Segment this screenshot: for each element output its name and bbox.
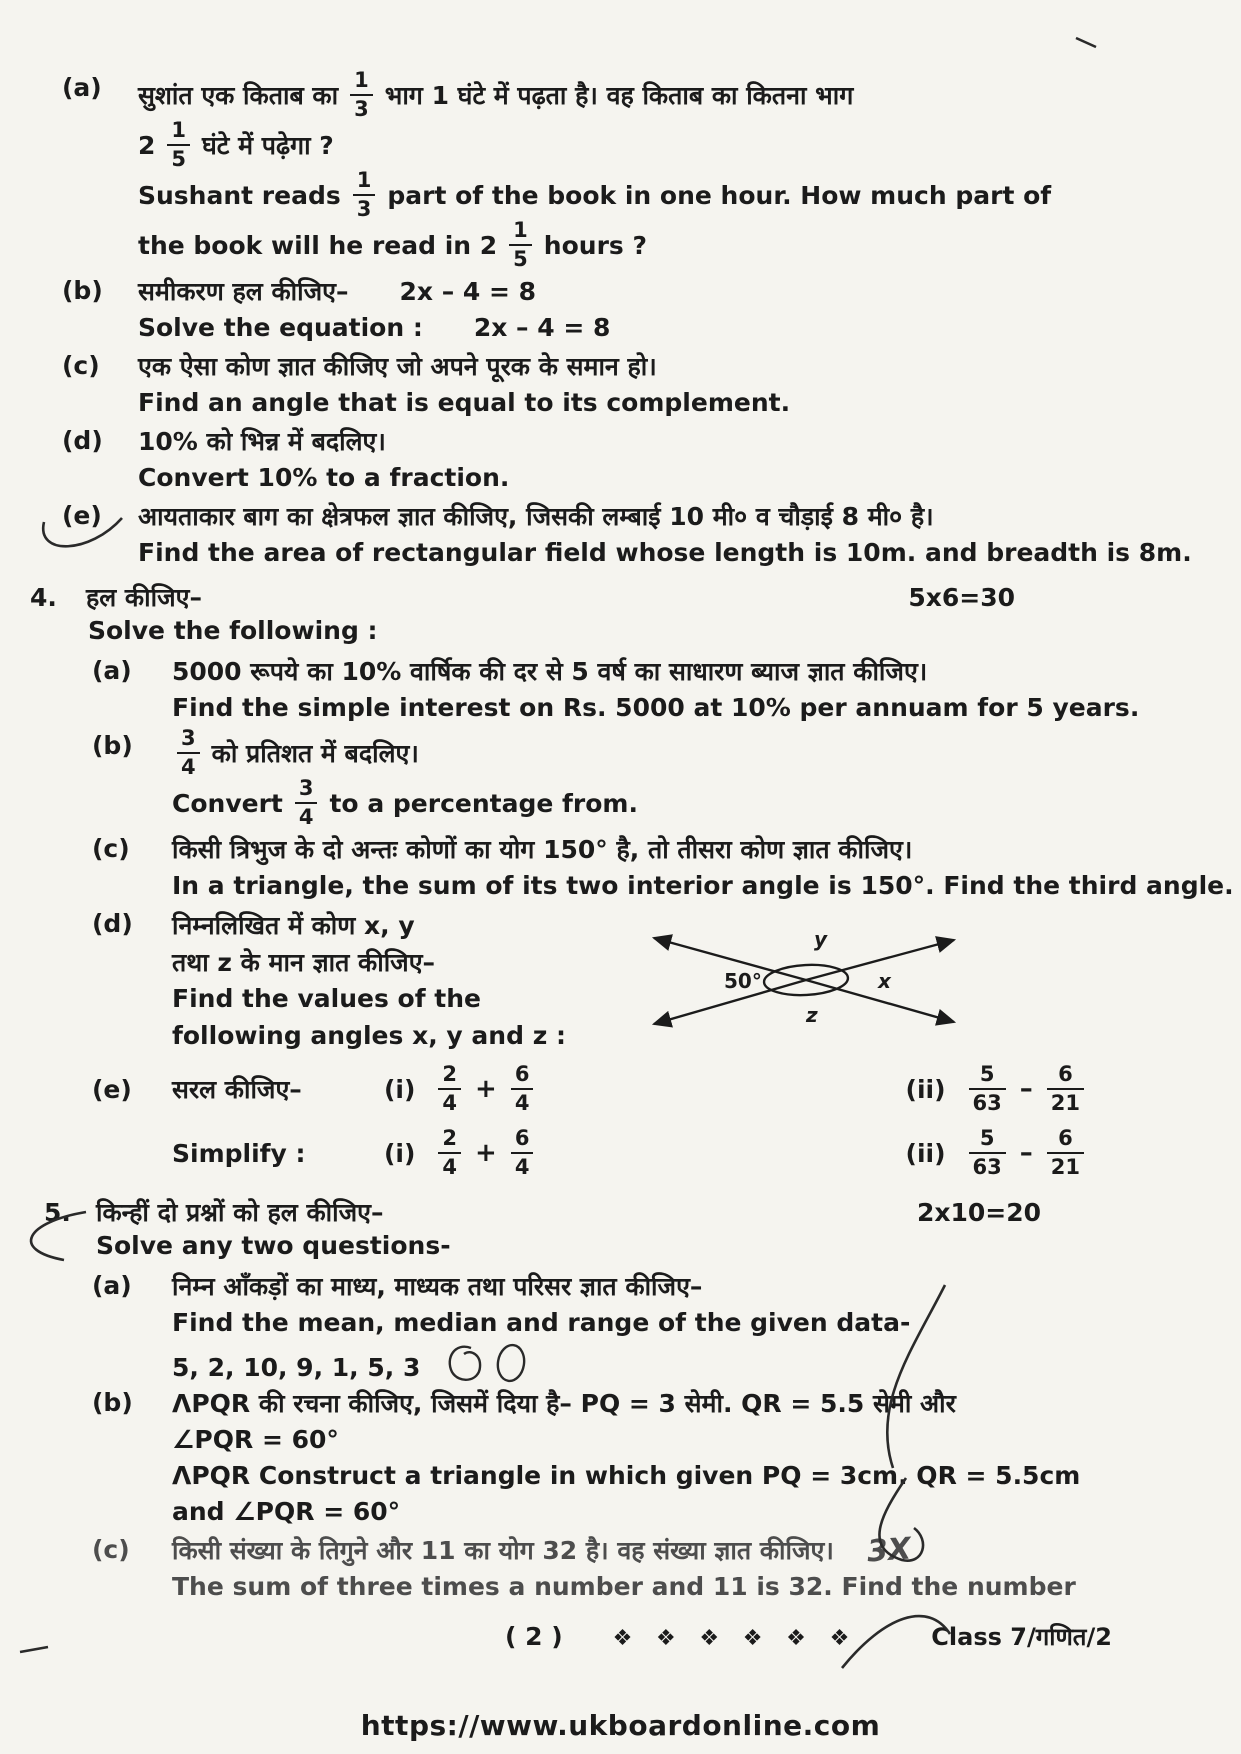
english-line [138, 309, 1241, 345]
q3-item-a [0, 70, 1241, 270]
text-segment: following angles x, y and z : [172, 1021, 566, 1050]
english-line [172, 1017, 610, 1054]
hindi-line [172, 1421, 1241, 1457]
data-values-line [172, 1340, 1241, 1382]
fraction [511, 1128, 534, 1178]
item-label: (a) [92, 656, 132, 685]
q4-item-e-hindi-row [0, 1057, 1241, 1121]
data-values: 5, 2, 10, 9, 1, 5, 3 [172, 1353, 421, 1382]
q4-item-d-text [172, 906, 610, 1054]
fraction-denominator: 63 [969, 1152, 1006, 1178]
hindi-line [138, 348, 1241, 384]
text-segment: निम्नलिखित में कोण x, y [172, 910, 415, 940]
q5-item-b [0, 1385, 1241, 1529]
fraction [969, 1128, 1006, 1178]
fraction-numerator: 6 [514, 1126, 530, 1150]
diagram-angle-label: 50° [724, 969, 762, 993]
item-label-text: (e) [62, 501, 102, 530]
text-segment: to a percentage from. [329, 788, 638, 818]
text-segment: 2 [138, 130, 156, 160]
item-label: (a) [62, 73, 102, 102]
q4-item-d-body [172, 906, 1241, 1054]
handwritten-dash-icon [1076, 38, 1096, 47]
q5-item-c-body [172, 1532, 1241, 1604]
q3-item-a-body [138, 70, 1241, 270]
minus-operator: – [1019, 1138, 1033, 1168]
text-segment: Convert [172, 788, 283, 818]
fraction-numerator: 6 [1058, 1062, 1073, 1086]
fraction-denominator: 21 [1047, 1088, 1084, 1114]
english-line [172, 689, 1241, 725]
question-5 [0, 1195, 1241, 1604]
fraction-numerator: 6 [1058, 1126, 1073, 1150]
text-segment: hours ? [543, 230, 647, 260]
hindi-line [138, 120, 1241, 170]
diagram-x-label: x [878, 969, 891, 993]
question-number-text: 5. [44, 1198, 71, 1227]
text-segment: part of the book in one hour. How much part of [387, 180, 1052, 210]
class-label: Class 7/गणित/2 [931, 1623, 1112, 1651]
q3-item-e-body [138, 498, 1241, 570]
text-segment: निम्न आँकड़ों का माध्य, माध्यक तथा परिसर ज्ञात कीजिए– [172, 1272, 703, 1301]
text-segment: ∠PQR = 60° [172, 1424, 339, 1454]
hindi-line [138, 423, 1241, 459]
diagram-z-label: z [806, 1003, 818, 1027]
english-line [172, 1457, 1241, 1493]
q4-item-a [0, 653, 1241, 725]
text-segment: Sushant reads [138, 180, 341, 210]
q3-item-c [0, 348, 1241, 420]
page-number: ( 2 ) [505, 1622, 563, 1651]
fraction-numerator: 1 [356, 168, 372, 192]
english-line [172, 980, 610, 1017]
text-segment: किसी संख्या के तिगुने और 11 का योग 32 है। वह संख्या ज्ञात कीजिए। [172, 1536, 834, 1565]
fraction-numerator: 1 [171, 118, 187, 142]
handwritten-mark-icon [20, 502, 132, 564]
text-segment: घंटे में पढ़ेगा ? [202, 131, 334, 160]
fraction-numerator: 1 [354, 68, 369, 92]
q3-item-b [0, 273, 1241, 345]
fraction [438, 1064, 461, 1114]
text-segment: The sum of three times a number and 11 is 32. Find the number [172, 1571, 1076, 1601]
english-line [172, 778, 1241, 828]
text-segment: सुशांत एक किताब का [138, 81, 339, 110]
item-label: (b) [92, 731, 133, 760]
fraction-numerator: 6 [514, 1062, 530, 1086]
item-label: (d) [92, 909, 133, 938]
text-segment: Find the simple interest on Rs. 5000 at 10% per annuam for 5 years. [172, 692, 1140, 722]
fraction [350, 70, 373, 120]
fraction-numerator: 3 [298, 776, 314, 800]
english-line [138, 170, 1241, 220]
fraction [353, 170, 376, 220]
english-line [172, 867, 1241, 903]
question-4 [0, 580, 1241, 1185]
text-segment: 5000 रूपये का 10% वार्षिक की दर से 5 वर्ष का साधारण ब्याज ज्ञात कीजिए। [172, 657, 928, 686]
sub-item-label: (i) [384, 1138, 416, 1168]
fraction [1047, 1064, 1084, 1114]
fraction-denominator: 4 [511, 1088, 534, 1114]
equation: 2x – 4 = 8 [399, 276, 537, 306]
english-line [138, 534, 1241, 570]
text-segment: Find an angle that is equal to its complement. [138, 387, 791, 417]
text-segment: Solve the equation : [138, 312, 423, 342]
fraction-denominator: 3 [350, 94, 373, 120]
hindi-line [172, 728, 1241, 778]
fraction [295, 778, 318, 828]
fraction-denominator: 4 [438, 1152, 461, 1178]
text-segment: the book will he read in 2 [138, 230, 498, 260]
handwritten-note: 3X [865, 1531, 913, 1569]
sub-item-label: (i) [384, 1074, 416, 1104]
text-segment: भाग 1 घंटे में पढ़ता है। वह किताब का कितना भाग [384, 81, 854, 110]
fraction [167, 120, 190, 170]
hindi-line [138, 498, 1241, 534]
intersecting-lines-diagram [638, 914, 968, 1046]
fraction-numerator: 5 [979, 1126, 995, 1150]
text-segment: Find the area of rectangular field whose length is 10m. and breadth is 8m. [138, 537, 1192, 567]
fraction-denominator: 4 [511, 1152, 534, 1178]
q5-item-b-body [172, 1385, 1241, 1529]
expression-ii [906, 1128, 1089, 1178]
q4-item-e-english-row [0, 1121, 1241, 1185]
simplify-label-english: Simplify : [172, 1138, 306, 1168]
q4-header [0, 580, 1241, 614]
q5-item-a [0, 1268, 1241, 1382]
website-url: https://www.ukboardonline.com [360, 1709, 881, 1742]
item-label: (c) [62, 351, 100, 380]
fraction [177, 728, 200, 778]
expression-ii [906, 1064, 1089, 1114]
item-label: (a) [92, 1271, 132, 1300]
item-label: (d) [62, 426, 103, 455]
q3-item-e [0, 498, 1241, 570]
q4-item-d [0, 906, 1241, 1054]
expression-i [384, 1128, 538, 1178]
text-segment: आयताकार बाग का क्षेत्रफल ज्ञात कीजिए, जिसकी लम्बाई 10 मी० व चौड़ाई 8 मी० है। [138, 502, 934, 531]
hindi-line [172, 943, 610, 980]
question-number [44, 1198, 96, 1227]
diagram-y-label: y [814, 927, 828, 951]
fraction-denominator: 5 [509, 244, 532, 270]
plus-operator: + [475, 1074, 497, 1104]
q4-item-b [0, 728, 1241, 828]
english-line [172, 1493, 1241, 1529]
q4-item-b-body [172, 728, 1241, 828]
hindi-line [172, 906, 610, 943]
sub-item-label: (ii) [905, 1074, 946, 1104]
fraction [509, 220, 532, 270]
question-title-english: Solve any two questions- [96, 1231, 451, 1260]
equation: 2x – 4 = 8 [473, 312, 611, 342]
fraction-numerator: 2 [442, 1062, 458, 1086]
english-line [172, 1568, 1241, 1604]
hindi-line [172, 1268, 1241, 1304]
text-segment: Find the mean, median and range of the given data- [172, 1307, 911, 1337]
text-segment: ΛPQR Construct a triangle in which given PQ = 3cm. QR = 5.5cm [172, 1460, 1081, 1490]
fraction [969, 1064, 1006, 1114]
fraction-denominator: 5 [167, 144, 190, 170]
q3-item-d-body [138, 423, 1241, 495]
fraction-denominator: 4 [438, 1088, 461, 1114]
fraction-numerator: 3 [181, 726, 196, 750]
hindi-line [138, 70, 1241, 120]
item-label: (b) [92, 1388, 133, 1417]
fraction-denominator: 4 [177, 752, 200, 778]
item-label: (c) [92, 834, 130, 863]
q3-item-d [0, 423, 1241, 495]
star-separator: ❖ ❖ ❖ ❖ ❖ ❖ [612, 1626, 858, 1651]
text-segment: तथा z के मान ज्ञात कीजिए– [172, 947, 436, 977]
hindi-line [172, 653, 1241, 689]
fraction-numerator: 2 [442, 1126, 458, 1150]
text-segment: 10% को भिन्न में बदलिए। [138, 427, 386, 456]
fraction-denominator: 4 [295, 802, 318, 828]
q5-header [0, 1195, 1241, 1229]
q3-item-c-body [138, 348, 1241, 420]
plus-operator: + [475, 1138, 497, 1168]
item-label: (e) [92, 1074, 132, 1104]
english-line [172, 1304, 1241, 1340]
english-line [138, 220, 1241, 270]
handwritten-circles-icon [441, 1340, 541, 1388]
marks-scheme: 5x6=30 [908, 583, 1015, 612]
text-segment: किसी त्रिभुज के दो अन्तः कोणों का योग 150° है, तो तीसरा कोण ज्ञात कीजिए। [172, 835, 913, 864]
text-segment: समीकरण हल कीजिए– [138, 277, 349, 306]
hindi-line [172, 1385, 1241, 1421]
text-segment: को प्रतिशत में बदलिए। [211, 739, 419, 768]
question-title-hindi: हल कीजिए– [86, 583, 202, 612]
minus-operator: – [1019, 1074, 1033, 1104]
hindi-line [172, 831, 1241, 867]
text-segment: ΛPQR की रचना कीजिए, जिसमें दिया है– PQ = 3 सेमी. QR = 5.5 सेमी और [172, 1389, 956, 1418]
sub-item-label: (ii) [905, 1138, 946, 1168]
q5-item-c [0, 1532, 1241, 1604]
english-line [138, 384, 1241, 420]
text-segment: In a triangle, the sum of its two interior angle is 150°. Find the third angle. [172, 870, 1234, 900]
item-label: (c) [92, 1535, 130, 1564]
item-label: (b) [62, 276, 103, 305]
hindi-line [138, 273, 1241, 309]
q4-item-a-body [172, 653, 1241, 725]
fraction [438, 1128, 461, 1178]
fraction-numerator: 1 [513, 218, 528, 242]
question-title-english: Solve the following : [88, 616, 378, 645]
q4-item-c [0, 831, 1241, 903]
q3-item-b-body [138, 273, 1241, 345]
fraction [1047, 1128, 1084, 1178]
q4-item-c-body [172, 831, 1241, 903]
english-line [138, 459, 1241, 495]
fraction-denominator: 63 [969, 1088, 1006, 1114]
hindi-line [172, 1532, 1241, 1568]
question-title-hindi: किन्हीं दो प्रश्नों को हल कीजिए– [96, 1198, 384, 1227]
fraction-denominator: 21 [1047, 1152, 1084, 1178]
text-segment: एक ऐसा कोण ज्ञात कीजिए जो अपने पूरक के समान हो। [138, 352, 657, 381]
page-footer [0, 1620, 1241, 1653]
q5-item-a-body [172, 1268, 1241, 1382]
fraction [511, 1064, 534, 1114]
fraction-denominator: 3 [353, 194, 376, 220]
question-number: 4. [30, 583, 57, 612]
item-label [62, 498, 138, 570]
text-segment: Find the values of the [172, 984, 481, 1013]
handwritten-mark-icon [0, 1206, 96, 1268]
question-3-parts [0, 70, 1241, 570]
expression-i [384, 1064, 538, 1114]
simplify-label-hindi: सरल कीजिए– [172, 1075, 302, 1104]
fraction-numerator: 5 [979, 1062, 995, 1086]
text-segment: Convert 10% to a fraction. [138, 462, 510, 492]
text-segment: and ∠PQR = 60° [172, 1496, 401, 1526]
marks-scheme: 2x10=20 [916, 1198, 1041, 1227]
